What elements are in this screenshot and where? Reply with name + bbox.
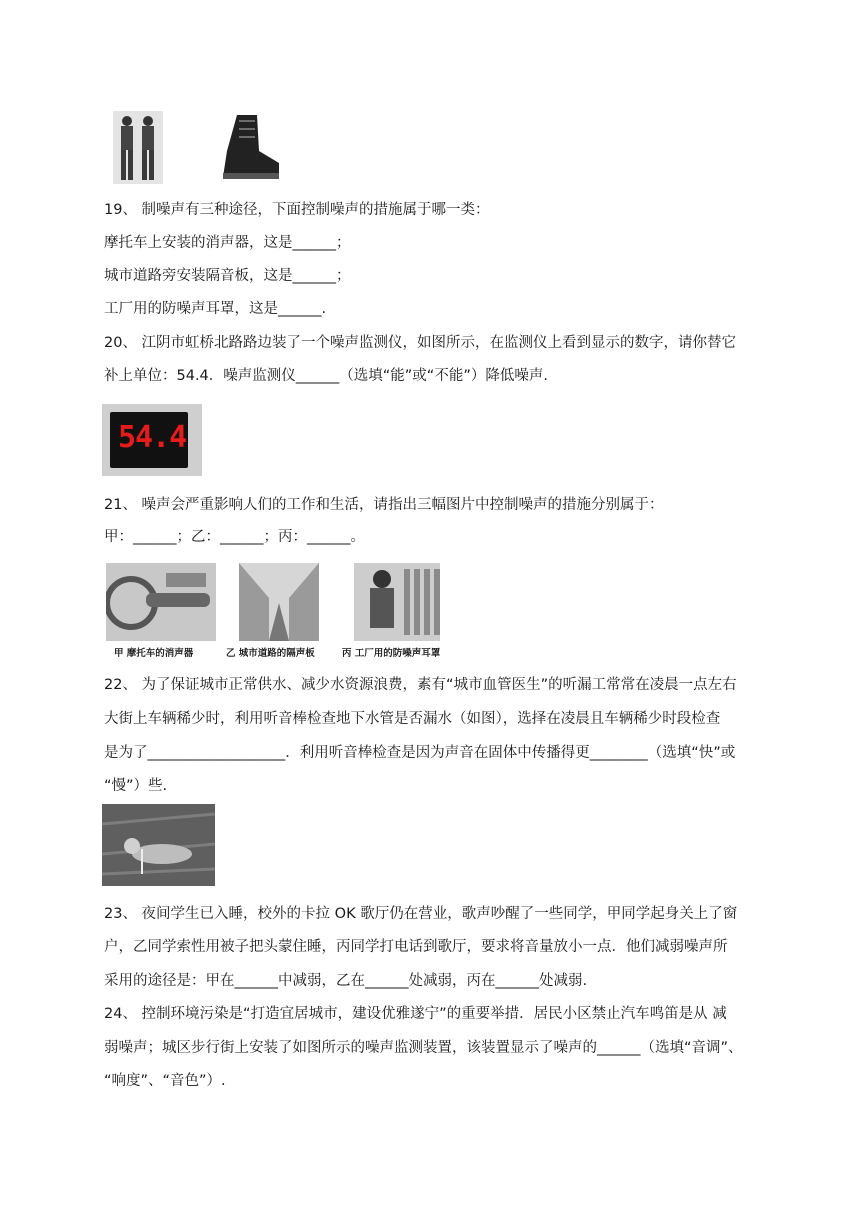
q20-line-2: 补上单位：54.4．噪声监测仪______（选填“能”或“不能”）降低噪声. <box>104 368 548 384</box>
q23-number: 23、 <box>104 906 137 922</box>
q24-line-2: 弱噪声；城区步行街上安装了如图所示的噪声监测装置，该装置显示了噪声的______（选填“音调”、 <box>104 1040 743 1056</box>
q21-line-2: 甲：______；乙：______；丙：______。 <box>104 529 365 545</box>
factory-earmuff-photo <box>354 563 440 641</box>
q19-line-1: 摩托车上安装的消声器，这是______； <box>104 235 351 251</box>
q23-text-1: 夜间学生已入睡，校外的卡拉 OK 歌厅仍在营业，歌声吵醒了一些同学，甲同学起身关上了窗 <box>136 906 738 922</box>
q22-stem <box>104 675 737 695</box>
q19-number: 19、 <box>104 202 137 218</box>
q20-text-1: 江阴市虹桥北路路边装了一个噪声监测仪，如图所示，在监测仪上看到显示的数字，请你替它 <box>136 335 737 351</box>
q22-number: 22、 <box>104 677 137 693</box>
q19-line-2: 城市道路旁安装隔音板，这是______； <box>104 268 351 284</box>
noise-monitor-photo <box>102 404 202 476</box>
q24-text-1: 控制环境污染是“打造宜居城市，建设优雅遂宁”的重要举措．居民小区禁止汽车鸣笛是从 减 <box>136 1006 727 1022</box>
q21-number: 21、 <box>104 497 137 513</box>
monitor-display: 54.4 <box>118 420 187 455</box>
q24-number: 24、 <box>104 1006 137 1022</box>
q20-stem <box>104 333 736 353</box>
q23-stem <box>104 904 737 924</box>
caption-yi: 乙 城市道路的隔声板 <box>226 648 315 659</box>
listening-rod-photo <box>102 804 215 886</box>
q22-line-4: “慢”）些. <box>104 778 168 794</box>
q21-text-1: 噪声会严重影响人们的工作和生活，请指出三幅图片中控制噪声的措施分别属于： <box>136 497 664 513</box>
road-soundbarrier-photo <box>239 563 319 641</box>
q24-stem <box>104 1004 727 1024</box>
q19-stem <box>104 200 490 220</box>
q22-line-3: 是为了___________________．利用听音棒检查是因为声音在固体中传播得更________（选填“快”或 <box>104 745 736 761</box>
q19-line-3: 工厂用的防噪声耳罩，这是______. <box>104 301 327 317</box>
boot-photo <box>217 111 282 184</box>
motorcycle-muffler-photo <box>106 563 216 641</box>
caption-jia: 甲 摩托车的消声器 <box>114 648 194 659</box>
q22-text-1: 为了保证城市正常供水、减少水资源浪费，素有“城市血管医生”的听漏工常常在凌晨一点左右 <box>136 677 737 693</box>
q20-number: 20、 <box>104 335 137 351</box>
caption-bing: 丙 工厂用的防噪声耳罩 <box>342 648 441 659</box>
q21-stem <box>104 495 664 515</box>
q24-line-3: “响度”、“音色”）. <box>104 1073 226 1089</box>
q22-line-2: 大街上车辆稀少时，利用听音棒检查地下水管是否漏水（如图），选择在凌晨且车辆稀少时段检查 <box>104 711 721 727</box>
q23-line-3: 采用的途径是：甲在______中减弱，乙在______处减弱，丙在______处减弱. <box>104 973 588 989</box>
q19-text: 制噪声有三种途径，下面控制噪声的措施属于哪一类： <box>136 202 490 218</box>
soldiers-photo <box>113 111 163 184</box>
q23-line-2: 户，乙同学索性用被子把头蒙住睡，丙同学打电话到歌厅，要求将音量放小一点．他们减弱噪声所 <box>104 939 728 955</box>
